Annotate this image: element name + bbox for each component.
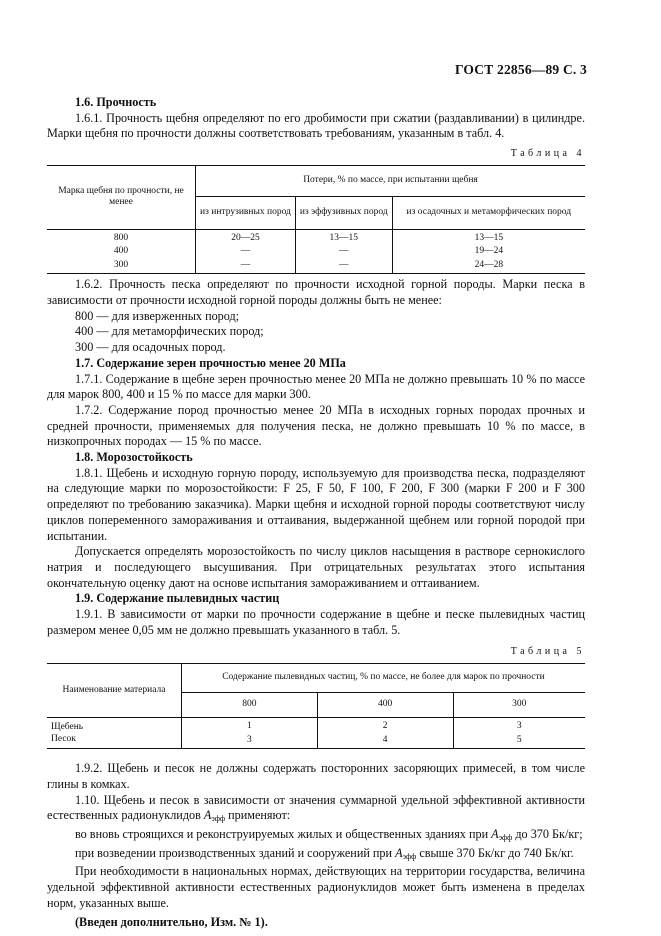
table-cell: 800 bbox=[47, 229, 196, 245]
table-4-header-intrusive: из интрузивных пород bbox=[196, 196, 296, 229]
paragraph-1-10: 1.10. Щебень и песок в зависимости от значения суммарной удельной эффективной активности естественных радионуклидов $A_{эфф}$ применяют: bbox=[47, 792, 585, 824]
paragraph-1-9-2: 1.9.2. Щебень и песок не должны содержать посторонних засоряющих примесей, в том числе глины в комках. bbox=[47, 761, 585, 791]
section-1-8-heading: 1.8. Морозостойкость bbox=[75, 450, 193, 465]
table-cell: 400 bbox=[47, 245, 196, 259]
paragraph-1-10-residential: во вновь строящихся и реконструируемых жилых и общественных зданиях при $A_{эфф}$ до 370 Бк/кг; bbox=[75, 827, 583, 842]
list-item: 400 — для метаморфических пород; bbox=[75, 324, 264, 339]
table-cell: 1 bbox=[182, 718, 318, 734]
table-cell: 300 bbox=[47, 259, 196, 274]
paragraph-1-6-2: 1.6.2. Прочность песка определяют по прочности исходной горной породы. Марки песка в зависимости от прочности исходной горной породы должны быть не менее: bbox=[47, 277, 585, 308]
table-row bbox=[47, 734, 585, 749]
table-cell: — bbox=[295, 245, 392, 259]
section-1-6-heading: 1.6. Прочность bbox=[75, 95, 157, 109]
table-cell: 3 bbox=[182, 734, 318, 749]
table-4-header-sedimentary: из осадочных и метаморфических пород bbox=[392, 196, 585, 229]
table-cell: 4 bbox=[317, 734, 453, 749]
table-row bbox=[47, 718, 585, 734]
paragraph-1-9-1: 1.9.1. В зависимости от марки по прочности содержание в щебне и песке пылевидных частиц размером менее 0,05 мм не должно превышать указанного в табл. 5. bbox=[47, 607, 585, 637]
table-cell: — bbox=[295, 259, 392, 274]
table-4-header-effusive: из эффузивных пород bbox=[295, 196, 392, 229]
table-row bbox=[47, 229, 585, 245]
table-cell: 13—15 bbox=[474, 232, 504, 243]
paragraph-1-7-1: 1.7.1. Содержание в щебне зерен прочностью менее 20 МПа не должно превышать 10 % по массе для марок 800, 400 и 15 % по массе для марки 300. bbox=[47, 371, 585, 402]
paragraph-1-8-1: 1.8.1. Щебень и исходную горную породу, используемую для производства песка, подразделяют на следующие марки по морозостойкости: F 25, F 50, F 100, F 200, F 300 (марки F 200 и F 300 определяют по требованию заказчика). Марки щебня и исходной горной породы соответствуют числу циклов попеременного замораживания и оттаивания, выдержанной щебнем или горной породой при испытании. bbox=[47, 465, 585, 543]
page-header: ГОСТ 22856—89 С. 3 bbox=[454, 62, 587, 77]
table-cell: Песок bbox=[47, 734, 182, 749]
table-cell: 20—25 bbox=[196, 229, 296, 245]
table-cell: — bbox=[196, 245, 296, 259]
table-4-header-group: Потери, % по массе, при испытании щебня bbox=[196, 165, 586, 196]
table-5-header-group: Содержание пылевидных частиц, % по массе, не более для марок по прочности bbox=[182, 664, 586, 693]
table-cell: 3 bbox=[516, 721, 522, 732]
table-cell: 5 bbox=[516, 734, 522, 745]
table-4 bbox=[47, 165, 585, 275]
paragraph-1-6-1: 1.6.1. Прочность щебня определяют по его дробимости при сжатии (раздавливании) в цилиндре. Марки щебня по прочности должны соответствовать требованиям, указанным в табл. 4. bbox=[47, 110, 585, 141]
table-cell: 19—24 bbox=[474, 246, 504, 257]
document-body bbox=[47, 95, 585, 930]
table-cell: Щебень bbox=[47, 718, 182, 734]
paragraph-1-10-national: При необходимости в национальных нормах, действующих на территории государства, величина удельной эффективной активности естественных радионуклидов может быть изменена в пределах норм, указанных выше. bbox=[47, 864, 585, 910]
table-cell: 2 bbox=[317, 718, 453, 734]
table-cell: 13—15 bbox=[295, 229, 392, 245]
table-cell: — bbox=[196, 259, 296, 274]
paragraph-1-10-industrial: при возведении производственных зданий и сооружений при $A_{эфф}$ свыше 370 Бк/кг до 740 Бк/кг. bbox=[75, 845, 574, 861]
table-4-caption: Таблица 4 bbox=[510, 148, 585, 160]
table-5-header-800: 800 bbox=[182, 693, 318, 718]
paragraph-1-7-2: 1.7.2. Содержание пород прочностью менее 20 МПа в исходных горных породах прочных и средней прочности, применяемых для получения песка, не должно превышать 10 % по массе, в низкопрочных породах — 15 % по массе. bbox=[47, 402, 585, 449]
section-1-9-heading: 1.9. Содержание пылевидных частиц bbox=[75, 591, 280, 606]
table-row bbox=[47, 259, 585, 274]
table-5-header-name: Наименование материала bbox=[47, 664, 182, 718]
table-row bbox=[47, 245, 585, 259]
paragraph-1-8-1-cont: Допускается определять морозостойкость по числу циклов насыщения в растворе сернокислого натрия и последующего высушивания. При отрицательных результатах этого испытания окончательную оценку дают на основе испытания замораживанием и оттаиванием. bbox=[47, 544, 585, 590]
amendment-note: (Введен дополнительно, Изм. № 1). bbox=[75, 914, 268, 929]
table-5-caption: Таблица 5 bbox=[510, 646, 585, 658]
list-item: 300 — для осадочных пород. bbox=[75, 340, 226, 355]
table-5 bbox=[47, 663, 585, 749]
table-5-header-300: 300 bbox=[453, 693, 585, 718]
table-5-header-400: 400 bbox=[317, 693, 453, 718]
table-cell: 24—28 bbox=[474, 259, 504, 270]
list-item: 800 — для изверженных пород; bbox=[75, 308, 240, 323]
section-1-7-heading: 1.7. Содержание зерен прочностью менее 20 МПа bbox=[75, 355, 346, 370]
table-4-header-mark: Марка щебня по прочности, не менее bbox=[47, 165, 196, 229]
